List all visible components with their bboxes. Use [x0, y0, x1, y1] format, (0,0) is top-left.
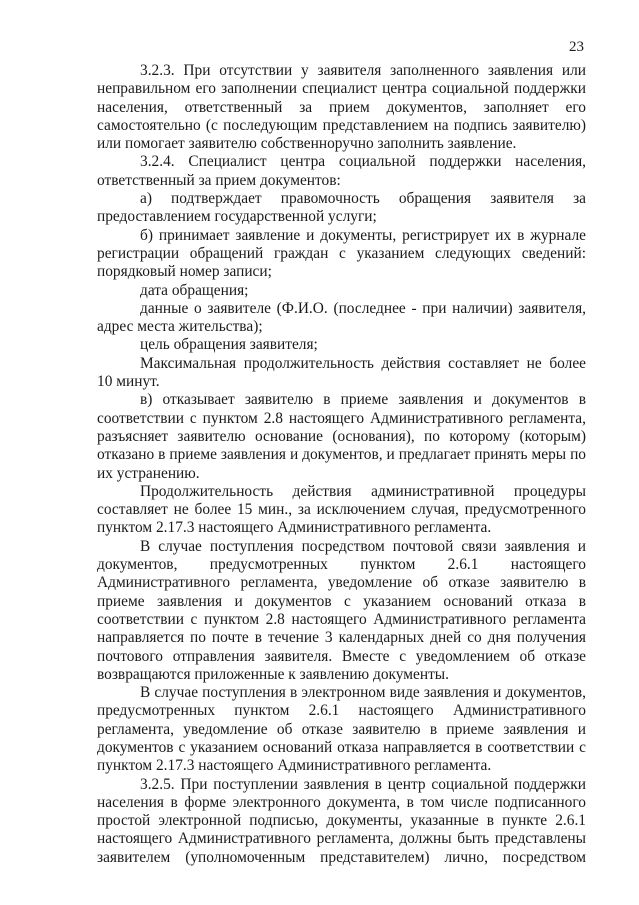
paragraph-item-v: в) отказывает заявителю в приеме заявления и документов в соответствии с пунктом 2.8 настоящего Административного регламента, разъясняет заявителю основание (основания), по которому (которым) отказано в приеме заявления и документов, и предлагает принять меры по их устранению.: [97, 391, 586, 482]
paragraph-postal-receipt: В случае поступления посредством почтовой связи заявления и документов, предусмотренных пунктом 2.6.1 настоящего Административного регламента, уведомление об отказе заявителю в приеме заявления и документов с указанием оснований отказа в соответствии с пунктом 2.8 настоящего Административного регламента направляется по почте в течение 3 календарных дней со дня получения почтового отправления заявителя. Вместе с уведомлением об отказе возвращаются приложенные к заявлению документы.: [97, 537, 586, 683]
paragraph-3-2-3: 3.2.3. При отсутствии у заявителя заполненного заявления или неправильном его заполнении специалист центра социальной поддержки населения, ответственный за прием документов, заполняет его самостоятельно (с последующим представлением на подпись заявителю) или помогает заявителю собственноручно заполнить заявление.: [97, 62, 586, 153]
paragraph-purpose: цель обращения заявителя;: [140, 336, 318, 354]
paragraph-electronic-receipt: В случае поступления в электронном виде заявления и документов, предусмотренных пунктом 2.6.1 настоящего Административного регламента, уведомление об отказе заявителю в приеме заявления и документов с указанием оснований отказа направляется в соответствии с пунктом 2.17.3 настоящего Административного регламента.: [97, 684, 586, 775]
paragraph-applicant-data: данные о заявителе (Ф.И.О. (последнее - при наличии) заявителя, адрес места жительства);: [97, 299, 586, 336]
paragraph-date: дата обращения;: [140, 281, 249, 299]
paragraph-3-2-4: 3.2.4. Специалист центра социальной поддержки населения, ответственный за прием документов:: [97, 153, 586, 189]
paragraph-item-a: а) подтверждает правомочность обращения заявителя за предоставлением государственной услуги;: [97, 190, 586, 226]
paragraph-procedure-duration: Продолжительность действия административной процедуры составляет не более 15 мин., за исключением случая, предусмотренного пунктом 2.17.3 настоящего Административного регламента.: [97, 482, 586, 537]
paragraph-max-duration: Максимальная продолжительность действия составляет не более 10 минут.: [97, 354, 586, 391]
page-number: 23: [569, 39, 584, 55]
document-body: [97, 62, 586, 867]
paragraph-3-2-5: 3.2.5. При поступлении заявления в центр социальной поддержки населения в форме электронного документа, в том числе подписанного простой электронной подписью, документы, указанные в пункте 2.6.1 настоящего Административного регламента, должны быть представлены заявителем (уполномоченным представителем) лично, посредством: [97, 775, 586, 866]
paragraph-item-b: б) принимает заявление и документы, регистрирует их в журнале регистрации обращений граждан с указанием следующих сведений: порядковый номер записи;: [97, 226, 586, 281]
